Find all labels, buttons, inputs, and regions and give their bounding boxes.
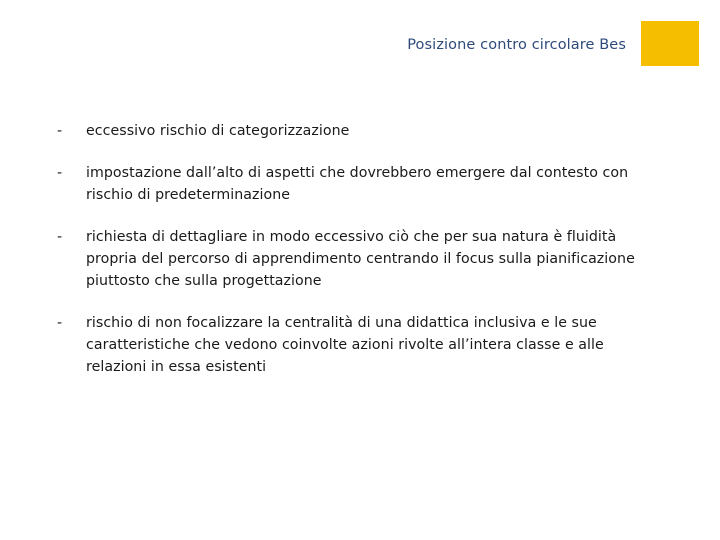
slide-title: Posizione contro circolare Bes xyxy=(407,37,626,53)
accent-box xyxy=(641,21,699,66)
bullet-dash: - xyxy=(57,165,63,181)
bullet-dash: - xyxy=(57,229,63,245)
list-item xyxy=(57,120,667,142)
bullet-dash: - xyxy=(57,123,63,139)
list-item xyxy=(57,162,667,206)
bullet-text: impostazione dall’alto di aspetti che dovrebbero emergere dal contesto con rischio di predeterminazione xyxy=(86,165,629,203)
bullet-list xyxy=(57,120,667,398)
bullet-dash: - xyxy=(57,315,63,331)
bullet-text: richiesta di dettagliare in modo eccessivo ciò che per sua natura è fluidità propria del percorso di apprendimento centrando il focus sulla pianificazione piuttosto che sulla progettazione xyxy=(86,229,635,289)
list-item xyxy=(57,226,667,292)
bullet-text: rischio di non focalizzare la centralità di una didattica inclusiva e le sue caratteristiche che vedono coinvolte azioni rivolte all’intera classe e alle relazioni in essa esistenti xyxy=(86,315,604,375)
bullet-text: eccessivo rischio di categorizzazione xyxy=(86,123,350,139)
list-item xyxy=(57,312,667,378)
